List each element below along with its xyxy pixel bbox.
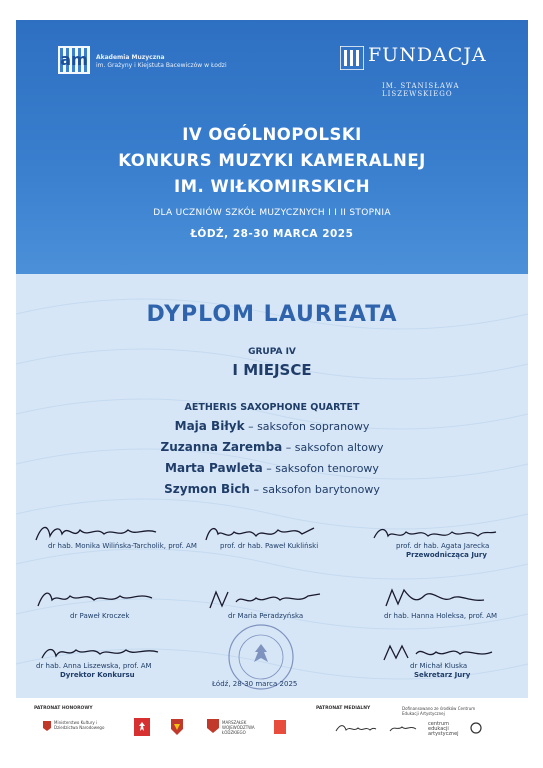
footer-sponsors: [16, 698, 528, 756]
signature-name: prof. dr hab. Paweł Kukliński: [220, 542, 319, 550]
ministry-emblem-icon: [42, 720, 52, 732]
signature-name: dr Michał Kluska: [410, 662, 468, 670]
academy-line2: im. Grażyny i Kiejstuta Bacewiczów w Łodzi: [96, 62, 227, 69]
ministry-logo: Ministerstwo Kultury i Dziedzictwa Narodowego: [54, 720, 105, 730]
diploma-heading: DYPLOM LAUREATA: [146, 302, 398, 327]
competition-subtitle: DLA UCZNIÓW SZKÓŁ MUZYCZNYCH I I II STOPNIA: [153, 208, 391, 218]
signature-name: dr Maria Peradzyńska: [228, 612, 304, 620]
signature-name: dr hab. Hanna Holeksa, prof. AM: [384, 612, 498, 620]
competition-title-line3: IM. WIŁKOMIRSKICH: [173, 177, 371, 196]
cofunding-label: Dofinansowano ze środków Centrum Edukacji Artystycznej: [402, 706, 476, 716]
academy-logo-icon: [58, 46, 90, 74]
member-row: [14, 419, 530, 433]
member-name: Maja Biłyk: [174, 419, 245, 433]
competition-date: ŁÓDŹ, 28-30 MARCA 2025: [190, 228, 354, 240]
city-logo-icon: [274, 720, 286, 734]
signature-role: Dyrektor Konkursu: [60, 671, 135, 679]
media-patron-logo-icon: [334, 722, 378, 734]
media-patron-logo-2-icon: [388, 722, 418, 734]
diploma-page: [14, 16, 530, 758]
competition-title-line2: KONKURS MUZYKI KAMERALNEJ: [118, 151, 426, 170]
honorary-patronage-label: PATRONAT HONOROWY: [34, 706, 93, 711]
svg-text:am: am: [60, 50, 88, 69]
member-row: [14, 482, 530, 496]
region-emblem-icon: [206, 718, 220, 734]
group-label: GRUPA IV: [248, 347, 296, 357]
ensemble-name: AETHERIS SAXOPHONE QUARTET: [184, 402, 360, 413]
lodz-coat-of-arms-icon: [170, 718, 184, 736]
signature-name: dr hab. Anna Liszewska, prof. AM: [36, 662, 152, 670]
member-role: – saksofon tenorowy: [262, 462, 379, 475]
signature-role: Przewodnicząca Jury: [406, 551, 487, 559]
member-name: Zuzanna Zaremba: [160, 440, 283, 454]
signature-image: [32, 584, 162, 612]
foundation-subtitle: IM. STANISŁAWA LISZEWSKIEGO: [382, 82, 460, 98]
cea-logo: centrum edukacji artystycznej: [428, 721, 459, 737]
signature-name: prof. dr hab. Agata Jarecka: [396, 542, 490, 550]
header-banner: [16, 20, 528, 274]
signature-image: [206, 586, 326, 612]
academy-line1: Akademia Muzyczna: [96, 54, 165, 61]
member-role: – saksofon sopranowy: [244, 420, 370, 433]
academy-name: [96, 54, 227, 70]
signature-role: Sekretarz Jury: [414, 671, 471, 679]
marshal-logo: MARSZAŁEK WOJEWÓDZTWA ŁÓDZKIEGO: [222, 720, 255, 735]
signature-image: [380, 584, 490, 612]
member-row: [14, 461, 530, 475]
member-name: Szymon Bich: [164, 482, 250, 496]
place-date: Łódź, 28-30 marca 2025: [212, 680, 298, 688]
member-name: Marta Pawleta: [165, 461, 263, 475]
member-row: [14, 440, 530, 454]
foundation-logo-icon: [340, 46, 364, 70]
place-label: I MIEJSCE: [232, 361, 312, 379]
member-role: – saksofon barytonowy: [249, 483, 380, 496]
signature-name: dr hab. Monika Wilińska-Tarcholik, prof. AM: [48, 542, 197, 550]
member-role: – saksofon altowy: [282, 441, 384, 454]
polish-eagle-icon: [134, 718, 150, 736]
signature-name: dr Paweł Kroczek: [70, 612, 130, 620]
cea-logo-icon: [470, 722, 482, 734]
competition-title-line1: IV OGÓLNOPOLSKI: [182, 125, 362, 144]
foundation-name: FUNDACJA: [368, 44, 487, 66]
media-patronage-label: PATRONAT MEDIALNY: [316, 706, 371, 711]
